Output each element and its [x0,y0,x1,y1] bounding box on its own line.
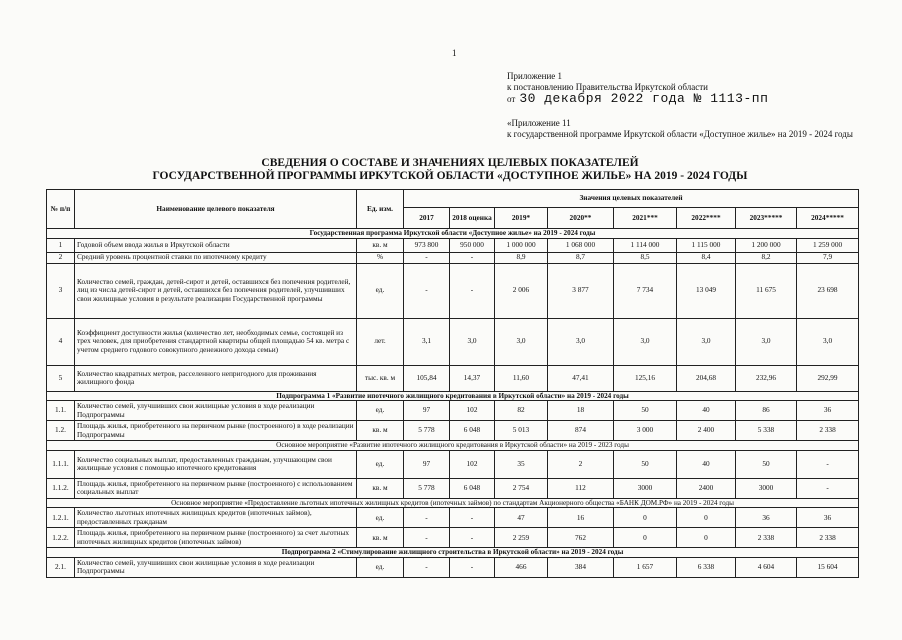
value-cell: 466 [495,557,548,577]
unit-cell: ед. [357,401,404,421]
order-date-number: 30 декабря 2022 года № 1113-пп [519,91,769,106]
header-name: Наименование целевого показателя [75,190,357,229]
value-cell: 2 338 [736,528,797,548]
indicator-name: Коэффициент доступности жилья (количество лет, необходимых семье, состоящей из трех человек, для приобретения стандартной квартиры общей площадью 54 кв. метра с учетом среднего годового совокупного денежного дохода семьи) [75,318,357,365]
value-cell: 3 877 [548,263,614,318]
value-cell: 125,16 [614,365,677,391]
value-cell: 40 [677,450,736,478]
value-cell: 112 [548,478,614,498]
value-cell: 2 754 [495,478,548,498]
value-cell: 6 048 [450,421,495,441]
header-year: 2018 оценка [450,208,495,229]
row-number: 3 [47,263,75,318]
unit-cell: кв. м [357,238,404,252]
value-cell: 292,99 [797,365,859,391]
unit-cell: кв. м [357,421,404,441]
value-cell: 35 [495,450,548,478]
value-cell: 1 000 000 [495,238,548,252]
section-title: Подпрограмма 2 «Стимулирование жилищного строительства в Иркутской области» на 2019 - 2024 годы [47,548,859,558]
value-cell: - [450,252,495,263]
table-row [47,318,859,365]
value-cell: 47,41 [548,365,614,391]
value-cell: 36 [797,401,859,421]
order-prefix: от [507,94,516,104]
table-row [47,401,859,421]
header-year: 2021*** [614,208,677,229]
table-row [47,557,859,577]
table-row [47,263,859,318]
indicator-name: Количество квадратных метров, расселенного непригодного для проживания жилищного фонда [75,365,357,391]
value-cell: 1 114 000 [614,238,677,252]
value-cell: 3000 [614,478,677,498]
value-cell: - [450,557,495,577]
unit-cell: ед. [357,263,404,318]
value-cell: 8,5 [614,252,677,263]
value-cell: 105,84 [404,365,450,391]
indicator-name: Количество семей, граждан, детей-сирот и детей, оставшихся без попечения родителей, лиц из числа детей-сирот и детей, оставшихся без попечения родителей, улучшивших свои жилищные условия в результате реализации Государственной программы [75,263,357,318]
indicator-name: Количество льготных ипотечных жилищных кредитов (ипотечных займов), предоставленных гражданам [75,508,357,528]
value-cell: 1 657 [614,557,677,577]
header-year: 2017 [404,208,450,229]
header-unit: Ед. изм. [357,190,404,229]
appendix-11-line2: к государственной программе Иркутской области «Доступное жилье» на 2019 - 2024 годы [507,129,853,139]
value-cell: 16 [548,508,614,528]
table-row [47,478,859,498]
value-cell: 50 [736,450,797,478]
value-cell: 874 [548,421,614,441]
value-cell: 0 [677,508,736,528]
unit-cell: кв. м [357,528,404,548]
indicator-name: Площадь жилья, приобретенного на первичном рынке (построенного) с использованием социальных выплат [75,478,357,498]
value-cell: 950 000 [450,238,495,252]
value-cell: 3,0 [548,318,614,365]
value-cell: 3,0 [797,318,859,365]
value-cell: 232,96 [736,365,797,391]
value-cell: 3,0 [677,318,736,365]
value-cell: 36 [736,508,797,528]
appendix-11-line1: «Приложение 11 [507,118,571,128]
value-cell: 2 338 [797,528,859,548]
value-cell: 50 [614,450,677,478]
table-row [47,450,859,478]
section-title: Государственная программа Иркутской области «Доступное жилье» на 2019 - 2024 годы [47,229,859,239]
section-title: Основное мероприятие «Предоставление льготных ипотечных жилищных кредитов (ипотечных займов) по стандартам Акционерного общества «БАНК ДОМ.РФ» на 2019 - 2024 годы [47,498,859,508]
section-title: Подпрограмма 1 «Развитие ипотечного жилищного кредитования в Иркутской области» на 2019 - 2024 годы [47,391,859,401]
value-cell: 1 068 000 [548,238,614,252]
header-year: 2024***** [797,208,859,229]
header-values-group: Значения целевых показателей [404,190,859,208]
order-date-line [507,93,768,105]
document-title-line1: СВЕДЕНИЯ О СОСТАВЕ И ЗНАЧЕНИЯХ ЦЕЛЕВЫХ ПОКАЗАТЕЛЕЙ [261,157,639,169]
value-cell: 36 [797,508,859,528]
table-body [47,229,859,578]
appendix-1-line2: к постановлению Правительства Иркутской области [507,82,708,92]
row-number: 1.1.1. [47,450,75,478]
value-cell: 2 338 [797,421,859,441]
value-cell: 8,2 [736,252,797,263]
value-cell: 40 [677,401,736,421]
unit-cell: тыс. кв. м [357,365,404,391]
appendix-11-block [507,118,859,140]
value-cell: 0 [614,528,677,548]
row-number: 1 [47,238,75,252]
header-year: 2019* [495,208,548,229]
value-cell: 7,9 [797,252,859,263]
row-number: 1.1. [47,401,75,421]
indicators-table [46,189,859,578]
value-cell: - [450,263,495,318]
value-cell: 0 [677,528,736,548]
value-cell: - [450,508,495,528]
value-cell: 8,4 [677,252,736,263]
value-cell: 97 [404,450,450,478]
indicator-name: Количество семей, улучшивших свои жилищные условия в ходе реализации Подпрограммы [75,401,357,421]
table-row [47,508,859,528]
section-row [47,441,859,451]
value-cell: 2400 [677,478,736,498]
indicator-name: Количество семей, улучшивших свои жилищные условия в ходе реализации Подпрограммы [75,557,357,577]
row-number: 1.2.1. [47,508,75,528]
value-cell: 204,68 [677,365,736,391]
value-cell: - [404,263,450,318]
value-cell: 3,0 [736,318,797,365]
value-cell: 82 [495,401,548,421]
value-cell: 0 [614,508,677,528]
value-cell: 50 [614,401,677,421]
indicator-name: Количество социальных выплат, предоставленных гражданам, улучшающим свои жилищные условия с помощью ипотечного кредитования [75,450,357,478]
header-year: 2022**** [677,208,736,229]
table-row [47,252,859,263]
indicator-name: Площадь жилья, приобретенного на первичном рынке (построенного) в ходе реализации Подпрограммы [75,421,357,441]
document-title [120,157,780,183]
unit-cell: ед. [357,508,404,528]
value-cell: 11,60 [495,365,548,391]
value-cell: 6 048 [450,478,495,498]
table-header [47,190,859,229]
row-number: 1.2. [47,421,75,441]
value-cell: 1 200 000 [736,238,797,252]
value-cell: 3,0 [495,318,548,365]
value-cell: - [404,252,450,263]
value-cell: 102 [450,450,495,478]
appendix-1-block [507,71,768,105]
value-cell: 8,7 [548,252,614,263]
value-cell: 762 [548,528,614,548]
value-cell: - [450,528,495,548]
section-title: Основное мероприятие «Развитие ипотечного жилищного кредитования в Иркутской области» на 2019 - 2023 годы [47,441,859,451]
value-cell: 7 734 [614,263,677,318]
page-number: 1 [452,48,457,58]
value-cell: 47 [495,508,548,528]
row-number: 1.1.2. [47,478,75,498]
value-cell: 2 259 [495,528,548,548]
value-cell: 973 800 [404,238,450,252]
value-cell: 5 778 [404,421,450,441]
value-cell: 1 259 000 [797,238,859,252]
unit-cell: ед. [357,557,404,577]
value-cell: 15 604 [797,557,859,577]
value-cell: 97 [404,401,450,421]
table-row [47,238,859,252]
row-number: 2.1. [47,557,75,577]
value-cell: 18 [548,401,614,421]
unit-cell: кв. м [357,478,404,498]
value-cell: - [404,528,450,548]
indicator-name: Площадь жилья, приобретенного на первичном рынке (построенного) за счет льготных ипотечных жилищных кредитов (ипотечных займов) [75,528,357,548]
unit-cell: ед. [357,450,404,478]
section-row [47,391,859,401]
value-cell: 3000 [736,478,797,498]
value-cell: - [797,478,859,498]
value-cell: 86 [736,401,797,421]
header-num: № п/п [47,190,75,229]
table-row [47,421,859,441]
value-cell: - [404,508,450,528]
table-row [47,365,859,391]
value-cell: 14,37 [450,365,495,391]
row-number: 4 [47,318,75,365]
value-cell: 5 338 [736,421,797,441]
value-cell: 102 [450,401,495,421]
value-cell: 4 604 [736,557,797,577]
unit-cell: лет. [357,318,404,365]
table-row [47,528,859,548]
unit-cell: % [357,252,404,263]
value-cell: 2 [548,450,614,478]
header-year: 2023***** [736,208,797,229]
section-row [47,498,859,508]
value-cell: 2 006 [495,263,548,318]
value-cell: 1 115 000 [677,238,736,252]
row-number: 1.2.2. [47,528,75,548]
value-cell: 384 [548,557,614,577]
row-number: 2 [47,252,75,263]
document-title-line2: ГОСУДАРСТВЕННОЙ ПРОГРАММЫ ИРКУТСКОЙ ОБЛАСТИ «ДОСТУПНОЕ ЖИЛЬЕ» НА 2019 - 2024 ГОДЫ [152,170,748,182]
value-cell: 3 000 [614,421,677,441]
header-year: 2020** [548,208,614,229]
value-cell: - [404,557,450,577]
value-cell: 2 400 [677,421,736,441]
value-cell: 8,9 [495,252,548,263]
value-cell: 23 698 [797,263,859,318]
value-cell: 3,0 [450,318,495,365]
value-cell: 6 338 [677,557,736,577]
value-cell: 5 013 [495,421,548,441]
appendix-1-line1: Приложение 1 [507,71,563,81]
value-cell: 5 778 [404,478,450,498]
indicator-name: Годовой объем ввода жилья в Иркутской области [75,238,357,252]
indicator-name: Средний уровень процентной ставки по ипотечному кредиту [75,252,357,263]
section-row [47,548,859,558]
value-cell: - [797,450,859,478]
value-cell: 3,0 [614,318,677,365]
value-cell: 11 675 [736,263,797,318]
value-cell: 13 049 [677,263,736,318]
section-row [47,229,859,239]
value-cell: 3,1 [404,318,450,365]
row-number: 5 [47,365,75,391]
